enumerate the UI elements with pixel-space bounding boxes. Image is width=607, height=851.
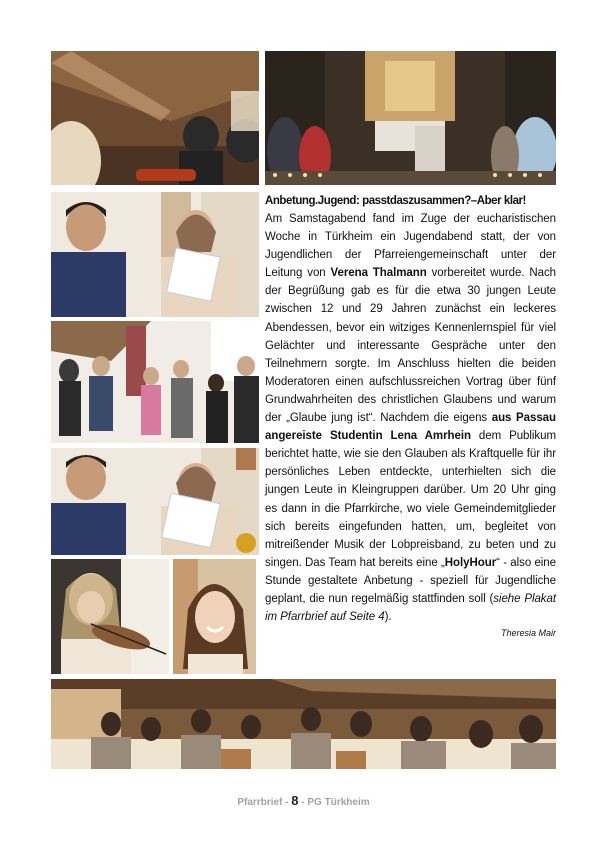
photo-dinner-hall [51,679,556,769]
page-number: 8 [291,793,299,808]
article-body [265,210,556,626]
article-headline: Anbetung.Jugend: passtdaszusammen?–Aber klar! [265,195,526,207]
body-emphasis: aus Passau angereiste Studentin Lena Amrhein [265,412,556,443]
body-emphasis: HolyHour [444,556,497,569]
article [265,192,556,639]
photo-presenters-2 [51,448,259,555]
photo-church-service [265,51,556,185]
photo-presenters-1 [51,192,259,317]
body-text: Am Samstagabend fand im Zuge der eucharistischen Woche in Türkheim ein Jugendabend statt, der von Jugendlichen der Pfarreiengemeinschaft unter der Leitung von [265,213,556,280]
page-footer [0,793,607,808]
body-text: “ - also eine Stunde gestaltete Anbetung - speziell für Jugendliche geplant, die nun regelmäßig stattfinden soll ( [265,556,556,605]
photo-violinist [51,559,169,674]
footer-publication: Pfarrbrief - [237,797,289,808]
body-italic: siehe Plakat im Pfarrbrief auf Seite 4 [265,592,556,624]
article-author: Theresia Mair [500,628,556,639]
body-emphasis: Verena Thalmann [330,267,427,280]
photo-smiling-girl [173,559,256,674]
body-text: ). [384,611,392,624]
body-text: dem Publikum berichtet hatte, wie sie den Glauben als Kraftquelle für ihr persönliches Leben entdeckte, unterhielten sich die jungen Leute in Kleingruppen darüber. Um 20 Uhr ging es dann in die Pfarrkirche, wo viele Gemeindemitglieder sich bereits eingefunden hatten, um, begleitet von mitreißender Musik der Lobpreisband, zu beten und zu singen. Das Team hat bereits eine „ [265,430,556,569]
photo-food-serving [51,51,259,185]
photo-group-standing [51,321,259,443]
footer-parish: - PG Türkheim [301,797,370,808]
body-text: vorbereitet wurde. Nach der Begrüßung gab es für die etwa 30 jungen Leute zwischen 12 und 29 Jahren zunächst ein leckeres Abendessen, bevor ein witziges Kennenlernspiel für viel Gelächter und interessante Gespräche unter den Teilnehmern sorgte. Im Anschluss hielten die beiden Moderatoren einen aufschlussreichen Vortrag über fünf Grundwahrheiten des christlichen Glaubens und warum der „Glaube jung ist“. Nachdem die eigens [265,267,556,425]
